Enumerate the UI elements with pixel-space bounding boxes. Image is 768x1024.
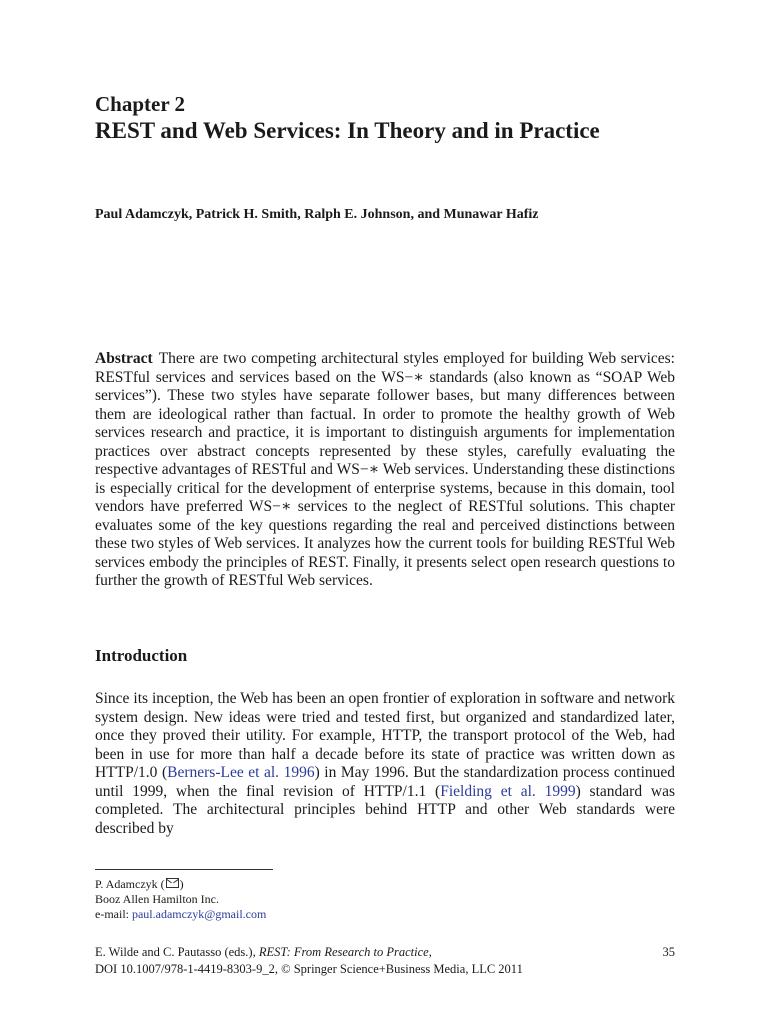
intro-text-part2: ) in May 1996. But the standardization process continued until 1999, when the final revision of HTTP/1.1 ( [95, 764, 676, 800]
email-link[interactable]: paul.adamczyk@gmail.com [131, 907, 267, 921]
footnote-author-close: ) [179, 877, 184, 891]
footnote-author-name: P. Adamczyk ( [95, 877, 165, 891]
footnote-affiliation: Booz Allen Hamilton Inc. [95, 892, 219, 906]
envelope-icon [166, 878, 179, 888]
footnote-divider [95, 869, 273, 870]
section-heading-introduction: Introduction [95, 646, 188, 665]
abstract-label: Abstract [95, 350, 153, 367]
page-number: 35 [662, 945, 675, 959]
book-editors: E. Wilde and C. Pautasso (eds.), [95, 945, 259, 959]
citation-link-berners-lee[interactable]: Berners-Lee et al. 1996 [167, 764, 315, 781]
citation-link-fielding[interactable]: Fielding et al. 1999 [440, 782, 576, 800]
abstract-text: There are two competing architectural styles employed for building Web services: RESTful services and services based on the WS−∗ standards (also known as “SOAP Web services”). These two styles have separate follower bases, but many differences between them are ideological rather than factual. In order to promote the healthy growth of Web services research and practice, it is important to distinguish arguments for implementation practices over abstract concepts represented by these styles, carefully evaluating the respective advantages of RESTful and WS−∗ Web services. Understanding these distinctions is especially critical for the development of enterprise systems, because in this domain, tool vendors have preferred WS−∗ services to the neglect of RESTful solutions. This chapter evaluates some of the key questions regarding the real and perceived distinctions between these two styles of Web services. It analyzes how the current tools for building RESTful Web services embody the principles of REST. Finally, it presents select open research questions to further the growth of RESTful Web services. [95, 350, 675, 589]
author-list: Paul Adamczyk, Patrick H. Smith, Ralph E. Johnson, and Munawar Hafiz [95, 207, 539, 222]
book-title: REST: From Research to Practice [258, 945, 429, 959]
intro-text-part1: Since its inception, the Web has been an open frontier of exploration in software and network system design. New ideas were tried and tested first, but organized and standardized later, once they proved their utility. For example, HTTP, the transport protocol of the Web, had been in use for more than half a decade before its state of practice was written down as HTTP/1.0 ( [95, 690, 675, 781]
footnote [95, 877, 495, 922]
email-label: e-mail: [95, 907, 132, 921]
footnote-email-line [95, 907, 495, 922]
footnote-author [95, 877, 495, 892]
book-title-suffix: , [428, 945, 432, 959]
chapter-title: REST and Web Services: In Theory and in Practice [95, 118, 600, 143]
doi-line: DOI 10.1007/978-1-4419-8303-9_2, © Springer Science+Business Media, LLC 2011 [95, 962, 523, 976]
book-reference [95, 944, 675, 960]
intro-text-part3: ) standard was completed. The architectural principles behind HTTP and other Web standards were described by [95, 782, 675, 837]
chapter-label: Chapter 2 [95, 92, 186, 116]
abstract [95, 350, 675, 591]
introduction-paragraph [95, 690, 675, 838]
